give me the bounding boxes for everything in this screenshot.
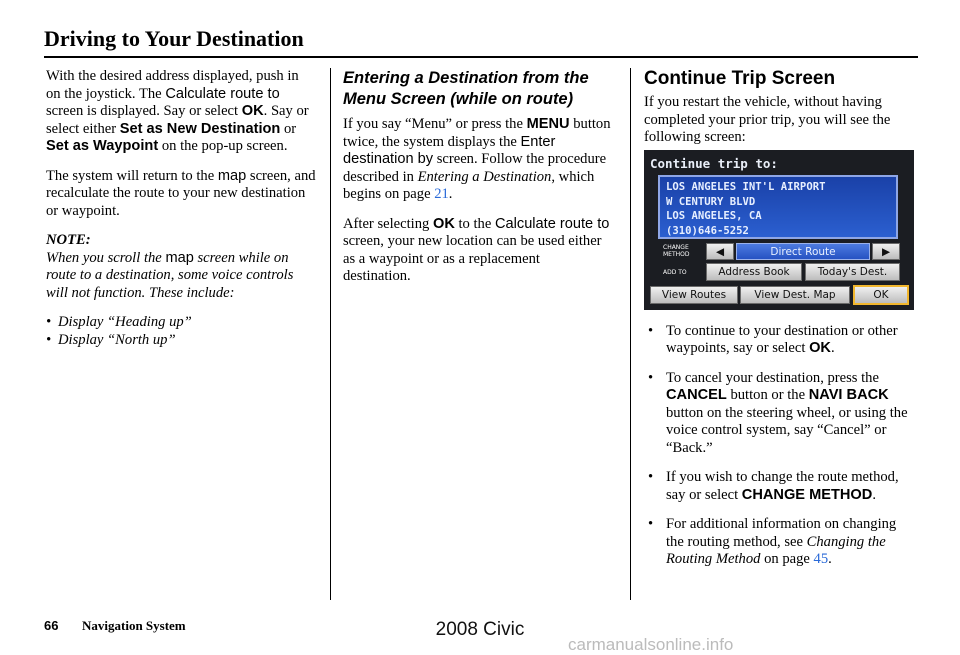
right-arrow-icon: ▶	[881, 245, 891, 258]
label-line: METHOD	[663, 251, 690, 258]
view-routes-button[interactable]: View Routes	[650, 286, 738, 304]
text: To continue to your destination or other waypoints, say or select	[666, 322, 898, 356]
watermark-site: carmanualsonline.info	[568, 635, 734, 654]
text: screen, your new location can be used either as a waypoint or as a replacement destination.	[343, 233, 602, 284]
button-name-cancel: CANCEL	[666, 387, 727, 403]
watermark-model: 2008 Civic	[435, 619, 525, 640]
list-item: • Display “North up”	[46, 332, 316, 350]
route-method-display[interactable]: Direct Route	[736, 243, 870, 260]
next-method-button[interactable]	[872, 243, 900, 260]
column-3	[644, 68, 916, 581]
note-text	[46, 250, 316, 303]
list-item	[644, 469, 916, 504]
note-bullet-list	[46, 314, 316, 349]
section-reference: Changing the Routing Method	[666, 533, 886, 567]
page-link-21[interactable]: 21	[434, 186, 449, 202]
screen-name: map	[217, 167, 247, 184]
text: When you scroll the	[46, 249, 166, 266]
text: or	[280, 120, 297, 137]
note-label: NOTE:	[46, 232, 91, 248]
column-divider	[330, 68, 331, 600]
continue-trip-screen	[644, 150, 914, 310]
text: .	[872, 486, 876, 503]
text: If you wish to change the route method, say or select	[666, 469, 899, 503]
view-dest-map-button[interactable]: View Dest. Map	[740, 286, 850, 304]
destination-address-box	[658, 175, 898, 239]
text: on the pop-up screen.	[158, 138, 288, 154]
text: screen, and recalculate the route to your new destination or waypoint.	[46, 167, 316, 219]
text: screen while on route to a destination, some voice controls will not function. These include:	[46, 249, 294, 301]
address-line: LOS ANGELES, CA	[666, 210, 762, 222]
column-1	[46, 68, 316, 349]
col2-paragraph-1	[343, 116, 611, 204]
option-set-as-waypoint: Set as Waypoint	[46, 138, 159, 154]
text: button twice, the system displays the	[343, 116, 611, 150]
text: . Say or select either	[46, 103, 309, 137]
ok-button[interactable]: OK	[853, 285, 909, 305]
text: If you say “Menu” or press the	[343, 116, 527, 132]
option-ok: OK	[241, 103, 264, 119]
col1-paragraph-1	[46, 68, 316, 156]
text: on page	[760, 551, 814, 567]
option-set-as-new-destination: Set as New Destination	[119, 120, 281, 137]
option-ok: OK	[809, 340, 831, 356]
col2-paragraph-2	[343, 216, 611, 286]
address-book-button[interactable]: Address Book	[706, 263, 802, 281]
screen-name: Enter destination by	[343, 133, 556, 167]
page-number: 66	[44, 618, 59, 633]
list-item: • Display “Heading up”	[46, 314, 316, 332]
text: .	[828, 551, 832, 567]
text: With the desired address displayed, push in on the joystick. The	[46, 68, 299, 102]
change-method-label	[663, 244, 690, 258]
text: screen. Follow the procedure described in	[343, 151, 607, 185]
todays-dest-button[interactable]: Today's Dest.	[805, 263, 900, 281]
left-arrow-icon: ◀	[715, 245, 725, 258]
col3-intro: If you restart the vehicle, without having completed your prior trip, you will see the following screen:	[644, 94, 891, 145]
text: To cancel your destination, press the	[666, 369, 879, 386]
text: .	[830, 340, 835, 356]
add-to-label: ADD TO	[663, 269, 687, 276]
screen-title: Continue trip to:	[650, 156, 778, 171]
list-item	[644, 516, 916, 569]
page-link-45[interactable]: 45	[813, 551, 829, 567]
section-heading: Entering a Destination from the Menu Screen (while on route)	[343, 69, 589, 108]
text: to the	[454, 215, 495, 232]
list-item	[644, 323, 916, 358]
footer-system-name: Navigation System	[82, 618, 186, 633]
column-2	[343, 68, 611, 298]
title-rule	[44, 56, 918, 58]
section-reference: Entering a Destination	[417, 168, 552, 185]
text: button on the steering wheel, or using the voice control system, say “Cancel” or “Back.”	[666, 404, 908, 456]
text: For additional information on changing the routing method, see	[666, 516, 897, 550]
screen-name: Calculate route to	[165, 85, 280, 102]
address-line: W CENTURY BLVD	[666, 195, 756, 208]
address-line: (310)646-5252	[666, 224, 749, 237]
list-item	[644, 370, 916, 458]
previous-method-button[interactable]	[706, 243, 734, 260]
text: .	[448, 186, 453, 202]
text: , which begins on page	[343, 168, 595, 202]
text: screen is displayed. Say or select	[46, 103, 242, 119]
option-ok: OK	[432, 215, 455, 232]
text: After selecting	[343, 215, 433, 232]
button-name-navi-back: NAVI BACK	[808, 387, 889, 403]
col3-bullet-list	[644, 323, 916, 569]
column-divider	[630, 68, 631, 600]
button-name-menu: MENU	[526, 116, 570, 132]
option-change-method: CHANGE METHOD	[741, 486, 873, 503]
screen-name: Calculate route to	[495, 215, 610, 232]
address-line: LOS ANGELES INT'L AIRPORT	[666, 181, 826, 193]
col1-paragraph-2	[46, 168, 316, 221]
page-title: Driving to Your Destination	[44, 26, 304, 51]
section-heading: Continue Trip Screen	[644, 68, 836, 89]
label-line: CHANGE	[663, 244, 689, 251]
text: button or the	[726, 387, 809, 403]
text: The system will return to the	[46, 167, 218, 184]
screen-name: map	[165, 249, 194, 266]
